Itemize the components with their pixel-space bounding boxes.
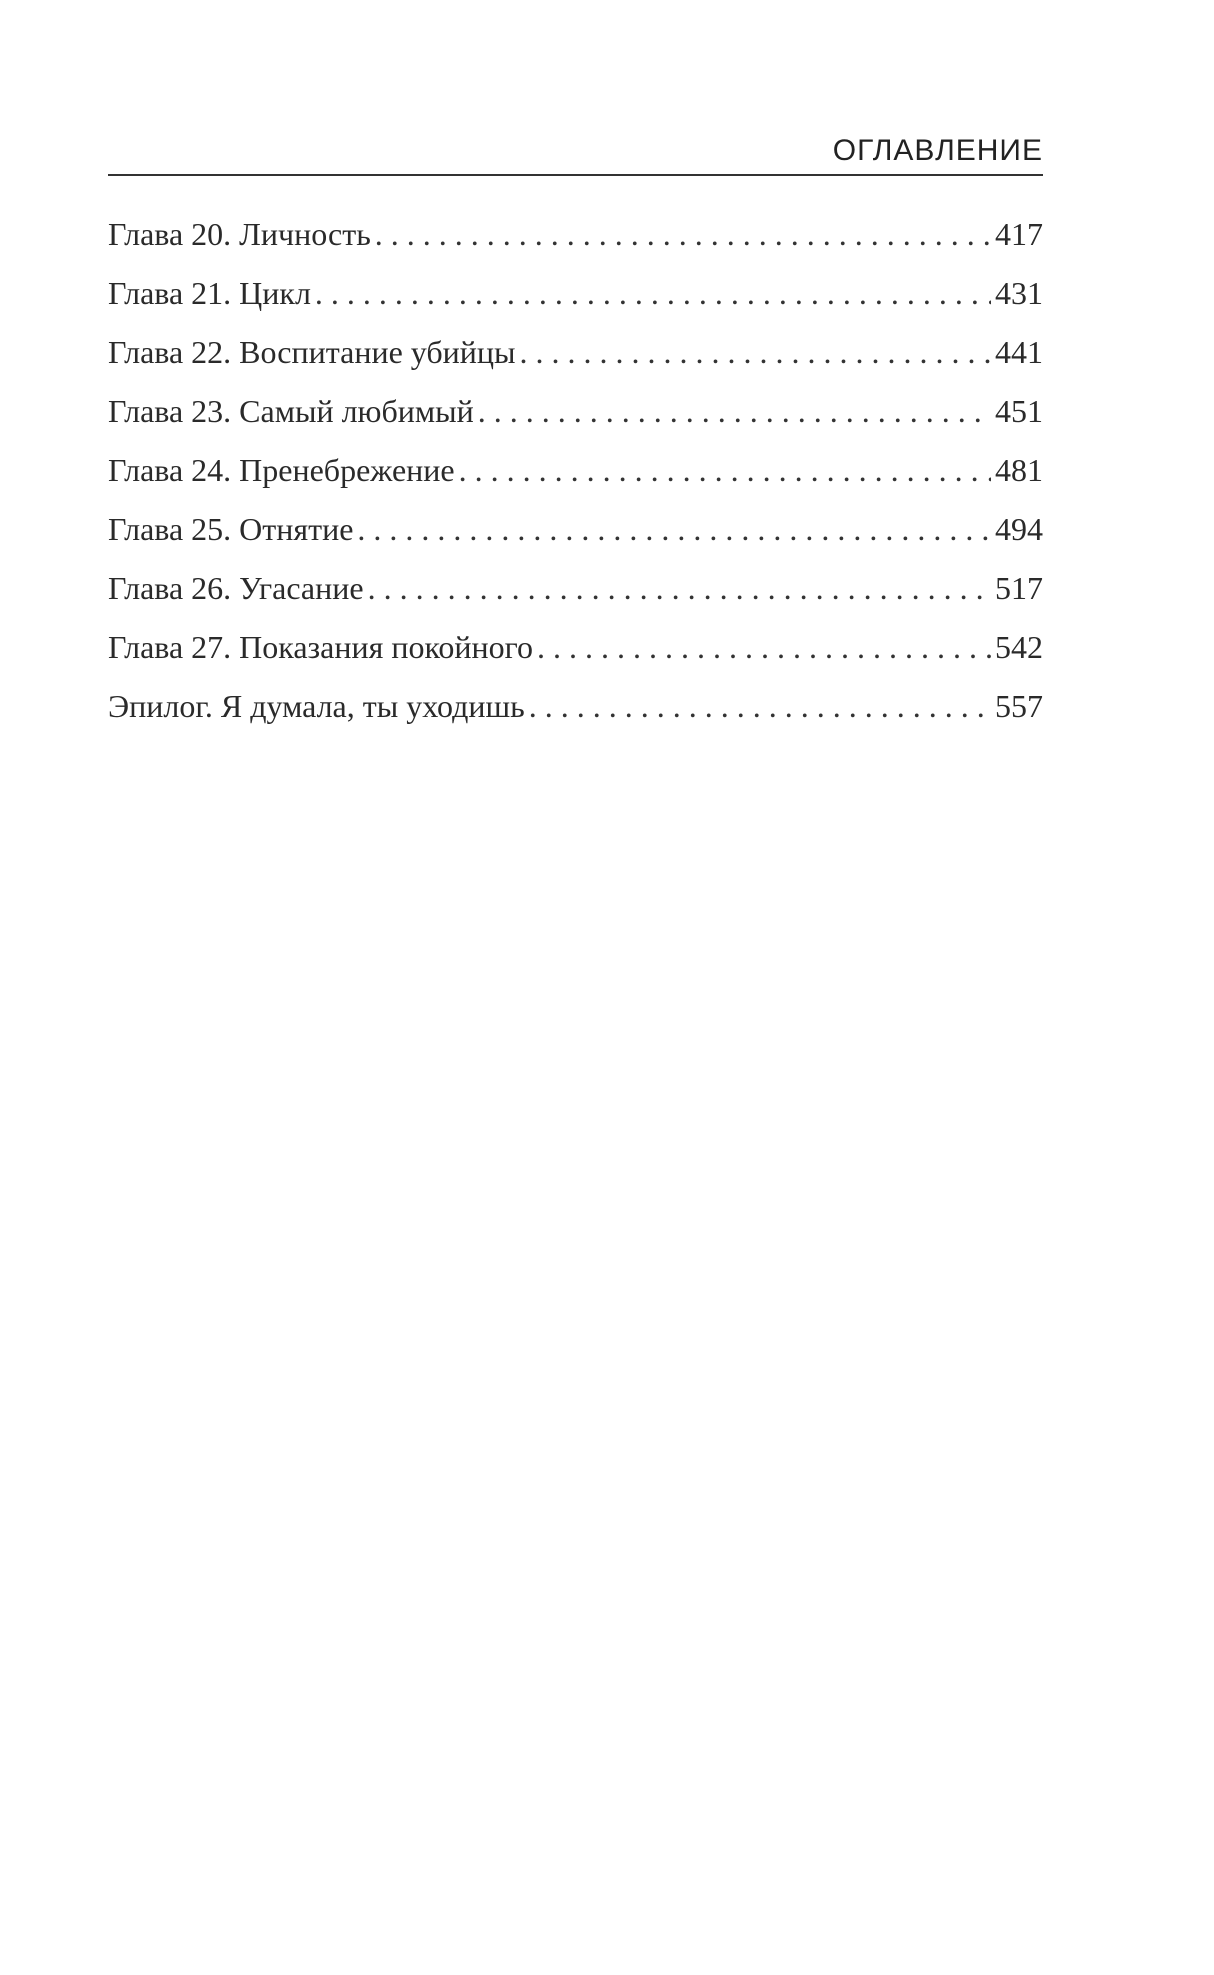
toc-entry (108, 450, 1043, 509)
table-of-contents (108, 214, 1043, 745)
toc-entry (108, 391, 1043, 450)
toc-entry-page: 542 (995, 629, 1043, 665)
toc-entry (108, 686, 1043, 745)
toc-entry-title: Глава 27. Показания покойного (108, 629, 533, 665)
dot-leader (520, 332, 991, 372)
toc-entry (108, 332, 1043, 391)
toc-entry-page: 451 (995, 393, 1043, 429)
toc-entry-page: 481 (995, 452, 1043, 488)
dot-leader (478, 391, 991, 431)
toc-entry-title: Глава 20. Личность (108, 216, 371, 252)
toc-entry-page: 557 (995, 688, 1043, 724)
toc-entry-page: 417 (995, 216, 1043, 252)
dot-leader (375, 214, 991, 254)
toc-entry-title: Эпилог. Я думала, ты уходишь (108, 688, 525, 724)
dot-leader (459, 450, 991, 490)
running-head-title: ОГЛАВЛЕНИЕ (108, 134, 1043, 176)
toc-entry-title: Глава 21. Цикл (108, 275, 311, 311)
toc-entry (108, 627, 1043, 686)
toc-entry-title: Глава 26. Угасание (108, 570, 364, 606)
dot-leader (315, 273, 991, 313)
toc-entry (108, 273, 1043, 332)
toc-entry-page: 494 (995, 511, 1043, 547)
toc-entry (108, 214, 1043, 273)
dot-leader (368, 568, 991, 608)
dot-leader (529, 686, 991, 726)
toc-entry-page: 517 (995, 570, 1043, 606)
toc-entry-page: 441 (995, 334, 1043, 370)
toc-entry (108, 509, 1043, 568)
toc-entry-title: Глава 22. Воспитание убийцы (108, 334, 516, 370)
toc-entry-page: 431 (995, 275, 1043, 311)
dot-leader (357, 509, 991, 549)
dot-leader (537, 627, 991, 667)
toc-entry-title: Глава 24. Пренебрежение (108, 452, 455, 488)
book-page (108, 134, 1043, 745)
toc-entry (108, 568, 1043, 627)
toc-entry-title: Глава 23. Самый любимый (108, 393, 474, 429)
toc-entry-title: Глава 25. Отнятие (108, 511, 354, 547)
